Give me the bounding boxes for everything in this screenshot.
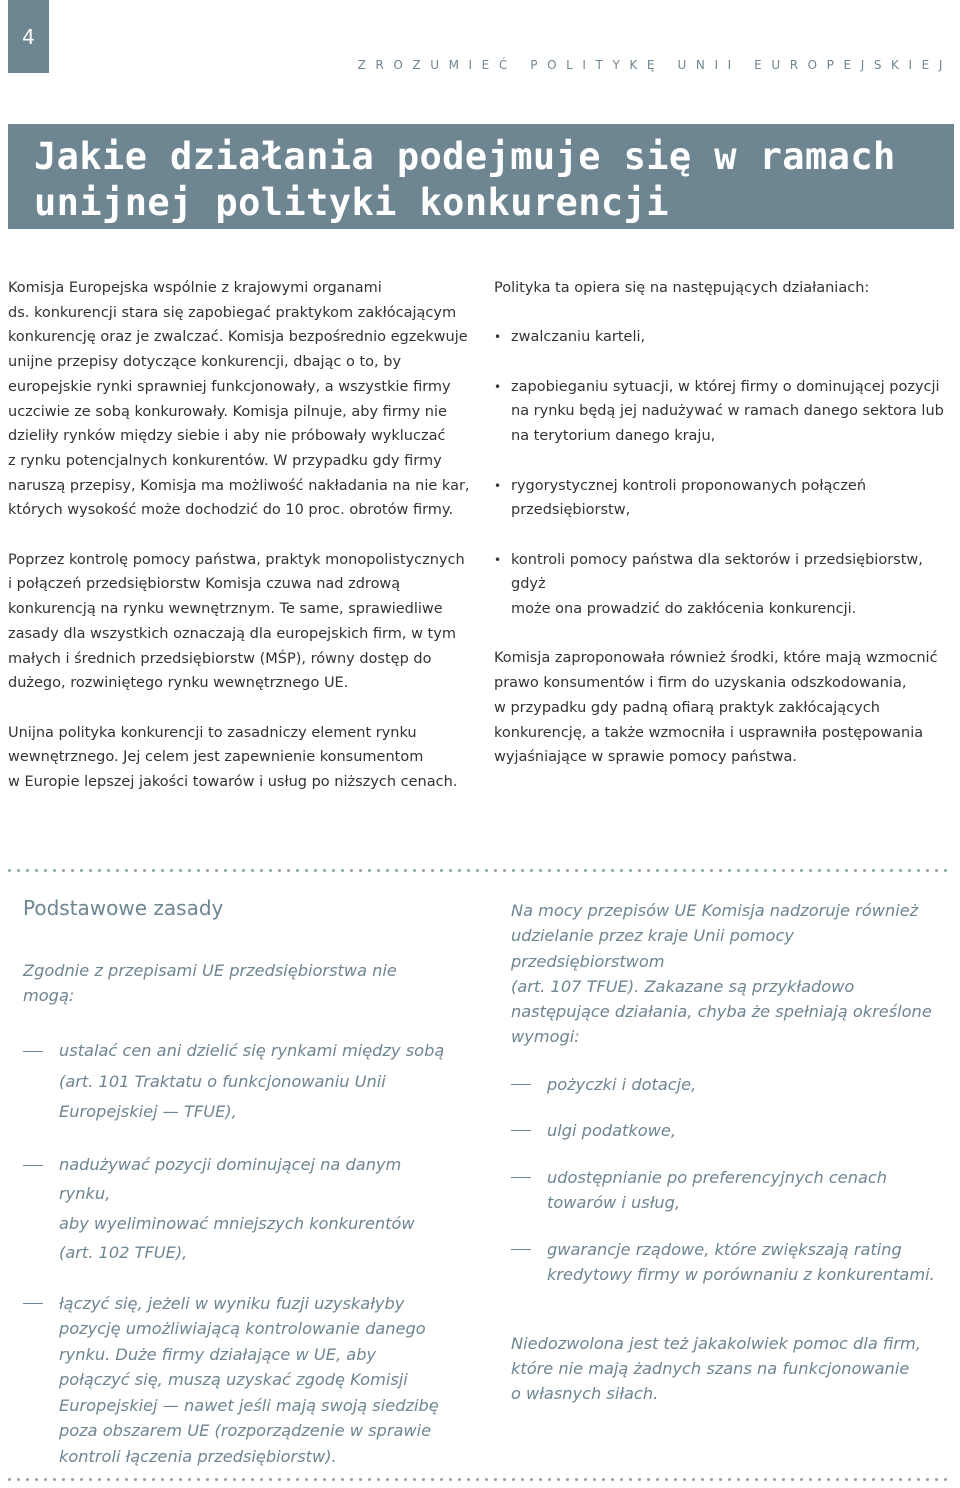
dash-mark bbox=[511, 1084, 531, 1085]
text-line: dużego, rozwiniętego rynku wewnętrznego UE. bbox=[8, 675, 349, 692]
text-line: gwarancje rządowe, które zwiększają rating bbox=[547, 1239, 902, 1259]
text-line: pożyczki i dotacje, bbox=[547, 1074, 697, 1094]
paragraph-3 bbox=[8, 721, 478, 795]
text-line: udostępnianie po preferencyjnych cenach bbox=[547, 1167, 888, 1187]
text-line: Europejskiej — TFUE), bbox=[59, 1102, 237, 1121]
title-band bbox=[8, 124, 954, 229]
dash-mark bbox=[511, 1177, 531, 1178]
right-column bbox=[494, 276, 954, 770]
box-right-intro bbox=[511, 898, 951, 1050]
text-line: Niedozwolona jest też jakakolwiek pomoc dla firm, bbox=[511, 1333, 921, 1353]
text-line: na terytorium danego kraju, bbox=[511, 428, 716, 445]
list-item bbox=[511, 1165, 951, 1216]
text-line: których wysokość może dochodzić do 10 proc. obrotów firmy. bbox=[8, 502, 454, 519]
closing-paragraph bbox=[494, 646, 954, 770]
text-line: aby wyeliminować mniejszych konkurentów bbox=[59, 1213, 415, 1233]
text-line: i połączeń przedsiębiorstw Komisja czuwa nad zdrową bbox=[8, 576, 401, 593]
box-right-closing bbox=[511, 1331, 951, 1407]
text-line: wewnętrznego. Jej celem jest zapewnienie konsumentom bbox=[8, 749, 424, 766]
text-line: konkurencję, a także wzmocniła i usprawniła postępowania bbox=[494, 724, 924, 741]
text-line: następujące działania, chyba że spełniają określone bbox=[511, 1002, 932, 1022]
dotted-divider-top bbox=[8, 869, 956, 872]
dash-mark bbox=[23, 1303, 43, 1304]
text-line: naruszą przepisy, Komisja ma możliwość nakładania na nie kar, bbox=[8, 477, 470, 494]
list-item bbox=[511, 1118, 951, 1144]
text-line: ds. konkurencji stara się zapobiegać praktykom zakłócającym bbox=[8, 304, 457, 321]
text-line: prawo konsumentów i firm do uzyskania odszkodowania, bbox=[494, 675, 907, 692]
text-line: • zapobieganiu sytuacji, w której firmy o dominującej pozycji bbox=[511, 378, 940, 395]
text-line: wymogi: bbox=[511, 1027, 580, 1047]
text-line: wyjaśniające w sprawie pomocy państwa. bbox=[494, 749, 798, 766]
dash-mark bbox=[511, 1249, 531, 1250]
text-line: kredytowy firmy w porównaniu z konkurentami. bbox=[547, 1265, 935, 1285]
list-item bbox=[511, 1072, 951, 1098]
text-line: ustalać cen ani dzielić się rynkami między sobą bbox=[59, 1041, 445, 1060]
list-intro: Polityka ta opiera się na następujących działaniach: bbox=[494, 280, 870, 296]
text-line: o własnych siłach. bbox=[511, 1384, 659, 1404]
text-line: pozycję umożliwiającą kontrolowanie danego bbox=[59, 1319, 426, 1338]
text-line: unijne przepisy dotyczące konkurencji, dbając o to, by bbox=[8, 354, 402, 371]
list-item bbox=[23, 1150, 453, 1268]
list-item bbox=[494, 325, 954, 350]
text-line: konkurencję oraz je zwalczać. Komisja bezpośrednio egzekwuje bbox=[8, 329, 468, 346]
running-head: ZROZUMIEĆ POLITYKĘ UNII EUROPEJSKIEJ bbox=[357, 58, 952, 72]
text-line: z rynku potencjalnych konkurentów. W przypadku gdy firmy bbox=[8, 452, 442, 469]
dotted-divider-bottom bbox=[8, 1478, 956, 1481]
text-line: połączyć się, muszą uzyskać zgodę Komisji bbox=[59, 1370, 408, 1389]
text-line: nadużywać pozycji dominującej na danym rynku, bbox=[59, 1154, 402, 1203]
text-line: w przypadku gdy padną ofiarą praktyk zakłócających bbox=[494, 699, 880, 716]
dash-mark bbox=[23, 1165, 43, 1166]
text-line: konkurencją na rynku wewnętrznym. Te same, sprawiedliwe bbox=[8, 601, 443, 618]
text-line: towarów i usług, bbox=[547, 1193, 681, 1213]
text-line: Komisja Europejska wspólnie z krajowymi organami bbox=[8, 280, 382, 296]
text-line: (art. 102 TFUE), bbox=[59, 1243, 188, 1262]
text-line: na rynku będą jej nadużywać w ramach danego sektora lub bbox=[511, 403, 944, 420]
page-number: 4 bbox=[8, 0, 49, 73]
list-item bbox=[23, 1291, 453, 1470]
box-left-column bbox=[23, 958, 453, 1469]
text-line: Komisja zaproponowała również środki, które mają wzmocnić bbox=[494, 650, 938, 667]
text-line: • kontroli pomocy państwa dla sektorów i przedsiębiorstw, gdyż bbox=[511, 551, 923, 593]
paragraph-1 bbox=[8, 276, 478, 523]
text-line: które nie mają żadnych szans na funkcjonowanie bbox=[511, 1359, 910, 1379]
text-line: zasady dla wszystkich oznaczają dla europejskich firm, w tym bbox=[8, 625, 456, 642]
text-line: (art. 107 TFUE). Zakazane są przykładowo bbox=[511, 976, 855, 996]
text-line: Na mocy przepisów UE Komisja nadzoruje również bbox=[511, 901, 919, 920]
text-line: w Europie lepszej jakości towarów i usług po niższych cenach. bbox=[8, 774, 458, 791]
dash-mark bbox=[511, 1130, 531, 1131]
list-item bbox=[494, 548, 954, 622]
text-line: mogą: bbox=[23, 986, 75, 1005]
box-right-column bbox=[511, 898, 951, 1407]
box-left-intro bbox=[23, 958, 453, 1008]
text-line: może ona prowadzić do zakłócenia konkurencji. bbox=[511, 601, 857, 618]
paragraph-2 bbox=[8, 548, 478, 696]
text-line: udzielanie przez kraje Unii pomocy przedsiębiorstwom bbox=[511, 926, 794, 971]
text-line: • rygorystycznej kontroli proponowanych połączeń bbox=[511, 477, 867, 494]
text-line: przedsiębiorstw, bbox=[511, 502, 631, 519]
text-line: łączyć się, jeżeli w wyniku fuzji uzyskałyby bbox=[59, 1293, 405, 1313]
text-line: Poprzez kontrolę pomocy państwa, praktyk monopolistycznych bbox=[8, 551, 465, 568]
text-line: Europejskiej — nawet jeśli mają swoją siedzibę bbox=[59, 1395, 439, 1415]
text-line: rynku. Duże firmy działające w UE, aby bbox=[59, 1344, 377, 1364]
text-line: uczciwie ze sobą konkurowały. Komisja pilnuje, aby firmy nie bbox=[8, 403, 447, 420]
text-line: Unijna polityka konkurencji to zasadniczy element rynku bbox=[8, 724, 417, 741]
left-column bbox=[8, 276, 478, 795]
text-line: małych i średnich przedsiębiorstw (MŚP), równy dostęp do bbox=[8, 650, 432, 667]
list-item bbox=[494, 474, 954, 523]
text-line: (art. 101 Traktatu o funkcjonowaniu Unii bbox=[59, 1071, 386, 1091]
box-title: Podstawowe zasady bbox=[23, 896, 224, 920]
list-item bbox=[494, 375, 954, 449]
text-line: poza obszarem UE (rozporządzenie w sprawie bbox=[59, 1421, 432, 1440]
text-line: • zwalczaniu karteli, bbox=[511, 329, 646, 346]
list-item bbox=[23, 1036, 453, 1128]
text-line: europejskie rynki sprawniej funkcjonowały, a wszystkie firmy bbox=[8, 378, 451, 395]
page-title-line-2: unijnej polityki konkurencji bbox=[34, 181, 669, 224]
dash-mark bbox=[23, 1051, 43, 1052]
text-line: kontroli łączenia przedsiębiorstw). bbox=[59, 1446, 337, 1466]
text-line: Zgodnie z przepisami UE przedsiębiorstwa nie bbox=[23, 961, 397, 980]
text-line: ulgi podatkowe, bbox=[547, 1121, 677, 1141]
page-title-line-1: Jakie działania podejmuje się w ramach bbox=[34, 135, 896, 178]
list-item bbox=[511, 1237, 951, 1288]
text-line: dzieliły rynków między siebie i aby nie próbowały wykluczać bbox=[8, 428, 446, 445]
